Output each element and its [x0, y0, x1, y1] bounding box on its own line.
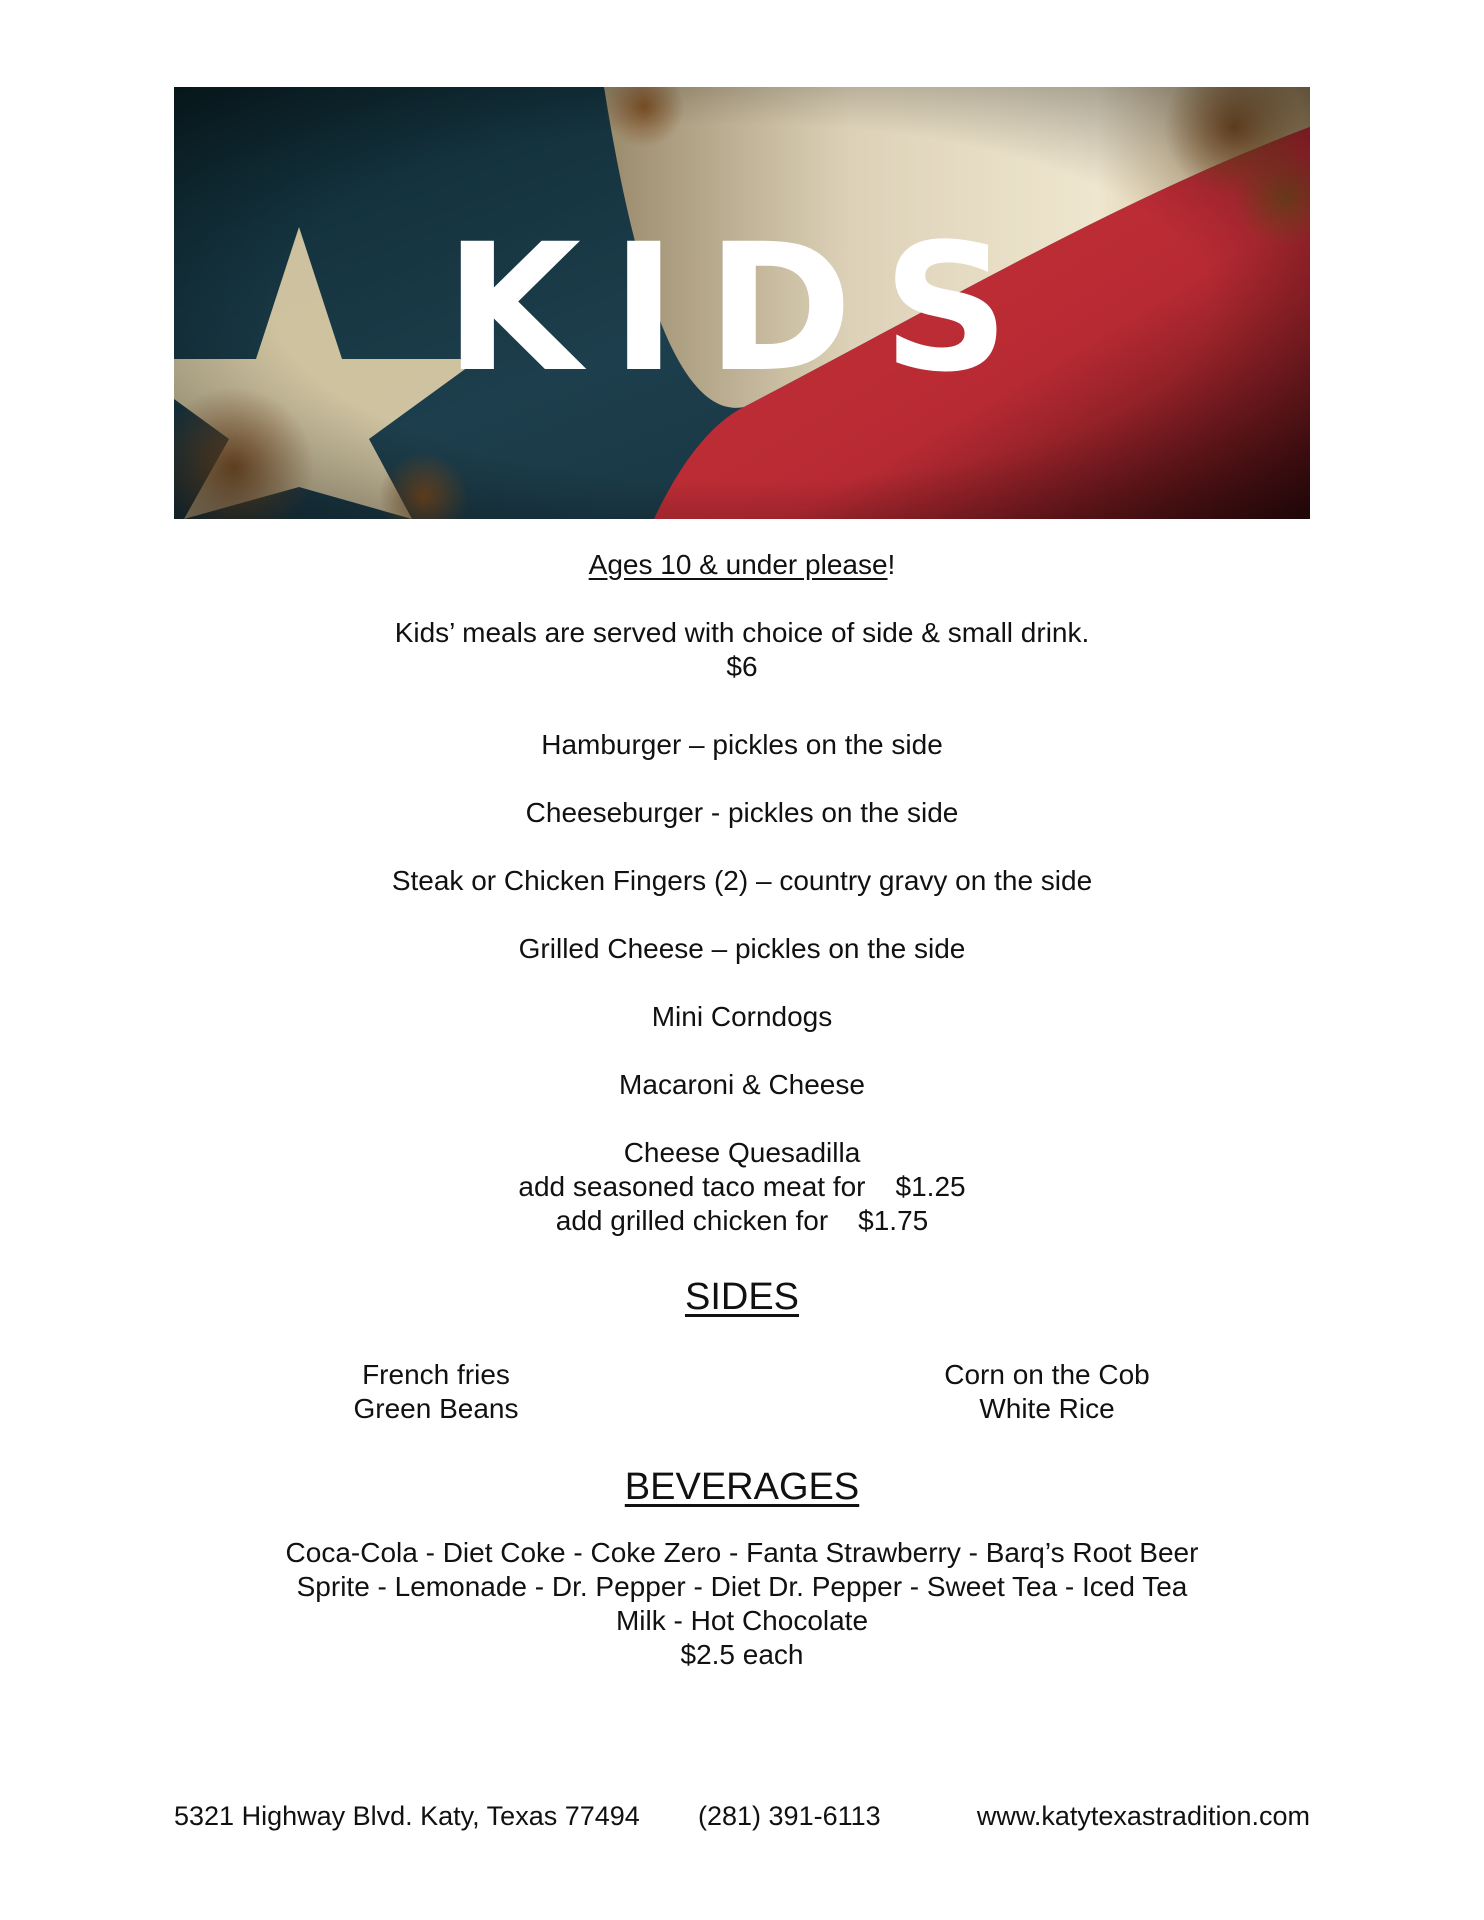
menu-item: Grilled Cheese – pickles on the side [518, 933, 966, 964]
menu-item: Macaroni & Cheese [619, 1069, 865, 1100]
menu-item: Cheese Quesadilla [623, 1137, 861, 1168]
side-item: French fries [362, 1359, 510, 1390]
addon-price: $1.25 [895, 1171, 966, 1202]
addon-line: add seasoned taco meat for $1.25 [518, 1171, 966, 1202]
footer-address: 5321 Highway Blvd. Katy, Texas 77494 [174, 1801, 640, 1831]
beverage-line: Sprite - Lemonade - Dr. Pepper - Diet Dr. Pepper - Sweet Tea - Iced Tea [296, 1571, 1188, 1602]
menu-content [0, 548, 1484, 1672]
sides-column-left [236, 1358, 636, 1426]
banner-title: KIDS [444, 206, 1040, 411]
menu-item: Mini Corndogs [651, 1001, 833, 1032]
beverage-line: Milk - Hot Chocolate [615, 1605, 869, 1636]
addon-line: add grilled chicken for $1.75 [555, 1205, 929, 1236]
sides-heading: SIDES [684, 1276, 800, 1318]
footer-phone: (281) 391-6113 [698, 1801, 881, 1831]
footer-website-link[interactable]: www.katytexastradition.com [976, 1801, 1310, 1831]
side-item: White Rice [979, 1393, 1115, 1424]
footer [174, 1799, 1310, 1833]
menu-item: Steak or Chicken Fingers (2) – country gravy on the side [391, 865, 1093, 896]
side-item: Green Beans [353, 1393, 519, 1424]
menu-item: Cheeseburger - pickles on the side [525, 797, 959, 828]
served-with-note: Kids’ meals are served with choice of side & small drink. [394, 617, 1090, 648]
sides-list [0, 1358, 1484, 1428]
kids-meal-price: $6 [726, 651, 758, 682]
menu-item: Hamburger – pickles on the side [541, 729, 943, 760]
sides-column-right [847, 1358, 1247, 1426]
texas-flag-graphic [174, 87, 1310, 519]
ages-note: Ages 10 & under please! [588, 549, 896, 580]
kids-banner-image [174, 87, 1310, 519]
side-item: Corn on the Cob [944, 1359, 1150, 1390]
beverages-heading: BEVERAGES [624, 1466, 860, 1508]
beverage-line: Coca-Cola - Diet Coke - Coke Zero - Fanta Strawberry - Barq’s Root Beer [285, 1537, 1199, 1568]
addon-price: $1.75 [858, 1205, 929, 1236]
beverage-price: $2.5 each [680, 1639, 804, 1670]
